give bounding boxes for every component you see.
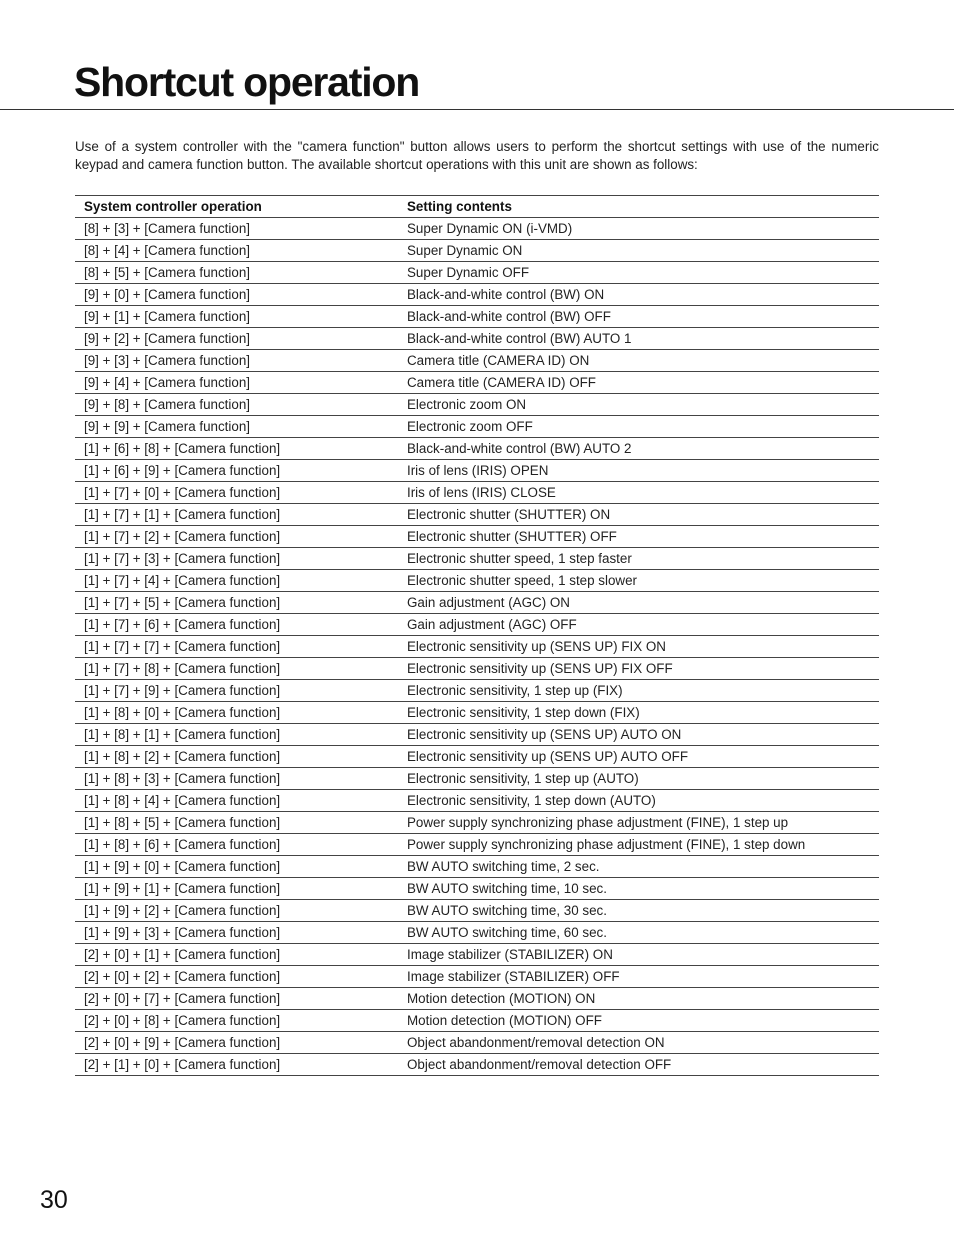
setting-cell: Power supply synchronizing phase adjustment (FINE), 1 step up xyxy=(398,812,879,834)
table-row xyxy=(75,240,879,262)
table-row xyxy=(75,658,879,680)
table-row xyxy=(75,460,879,482)
operation-cell: [8] + [4] + [Camera function] xyxy=(75,240,398,262)
column-header-operation: System controller operation xyxy=(75,196,398,218)
table-row xyxy=(75,1054,879,1076)
table-header-row xyxy=(75,196,879,218)
operation-cell: [2] + [0] + [7] + [Camera function] xyxy=(75,988,398,1010)
setting-cell: Gain adjustment (AGC) OFF xyxy=(398,614,879,636)
table-row xyxy=(75,218,879,240)
setting-cell: BW AUTO switching time, 10 sec. xyxy=(398,878,879,900)
table-row xyxy=(75,702,879,724)
table-row xyxy=(75,988,879,1010)
operation-cell: [1] + [6] + [9] + [Camera function] xyxy=(75,460,398,482)
setting-cell: Gain adjustment (AGC) ON xyxy=(398,592,879,614)
setting-cell: Power supply synchronizing phase adjustment (FINE), 1 step down xyxy=(398,834,879,856)
table-row xyxy=(75,680,879,702)
setting-cell: Electronic sensitivity, 1 step down (FIX) xyxy=(398,702,879,724)
table-row xyxy=(75,372,879,394)
setting-cell: Motion detection (MOTION) OFF xyxy=(398,1010,879,1032)
setting-cell: Electronic sensitivity, 1 step down (AUTO) xyxy=(398,790,879,812)
operation-cell: [8] + [5] + [Camera function] xyxy=(75,262,398,284)
shortcut-table xyxy=(75,195,879,1076)
operation-cell: [2] + [0] + [1] + [Camera function] xyxy=(75,944,398,966)
table-row xyxy=(75,1010,879,1032)
column-header-setting: Setting contents xyxy=(398,196,879,218)
setting-cell: BW AUTO switching time, 30 sec. xyxy=(398,900,879,922)
operation-cell: [9] + [1] + [Camera function] xyxy=(75,306,398,328)
operation-cell: [1] + [6] + [8] + [Camera function] xyxy=(75,438,398,460)
operation-cell: [1] + [9] + [2] + [Camera function] xyxy=(75,900,398,922)
operation-cell: [1] + [9] + [1] + [Camera function] xyxy=(75,878,398,900)
setting-cell: Object abandonment/removal detection ON xyxy=(398,1032,879,1054)
setting-cell: Electronic shutter speed, 1 step faster xyxy=(398,548,879,570)
operation-cell: [1] + [7] + [6] + [Camera function] xyxy=(75,614,398,636)
operation-cell: [1] + [8] + [5] + [Camera function] xyxy=(75,812,398,834)
setting-cell: BW AUTO switching time, 2 sec. xyxy=(398,856,879,878)
setting-cell: Black-and-white control (BW) AUTO 2 xyxy=(398,438,879,460)
setting-cell: Iris of lens (IRIS) OPEN xyxy=(398,460,879,482)
operation-cell: [2] + [1] + [0] + [Camera function] xyxy=(75,1054,398,1076)
setting-cell: Electronic sensitivity up (SENS UP) AUTO ON xyxy=(398,724,879,746)
table-row xyxy=(75,834,879,856)
setting-cell: Super Dynamic OFF xyxy=(398,262,879,284)
title-divider xyxy=(0,109,954,110)
table-row xyxy=(75,438,879,460)
table-row xyxy=(75,548,879,570)
page-title: Shortcut operation xyxy=(74,59,420,105)
operation-cell: [9] + [9] + [Camera function] xyxy=(75,416,398,438)
setting-cell: Image stabilizer (STABILIZER) ON xyxy=(398,944,879,966)
operation-cell: [1] + [7] + [7] + [Camera function] xyxy=(75,636,398,658)
table-row xyxy=(75,328,879,350)
table-row xyxy=(75,416,879,438)
table-row xyxy=(75,526,879,548)
operation-cell: [1] + [7] + [0] + [Camera function] xyxy=(75,482,398,504)
table-row xyxy=(75,900,879,922)
setting-cell: Camera title (CAMERA ID) ON xyxy=(398,350,879,372)
setting-cell: Electronic sensitivity up (SENS UP) FIX ON xyxy=(398,636,879,658)
operation-cell: [8] + [3] + [Camera function] xyxy=(75,218,398,240)
operation-cell: [1] + [7] + [9] + [Camera function] xyxy=(75,680,398,702)
setting-cell: Electronic zoom OFF xyxy=(398,416,879,438)
setting-cell: Black-and-white control (BW) AUTO 1 xyxy=(398,328,879,350)
operation-cell: [1] + [7] + [1] + [Camera function] xyxy=(75,504,398,526)
operation-cell: [9] + [3] + [Camera function] xyxy=(75,350,398,372)
operation-cell: [1] + [8] + [0] + [Camera function] xyxy=(75,702,398,724)
operation-cell: [1] + [9] + [0] + [Camera function] xyxy=(75,856,398,878)
table-row xyxy=(75,614,879,636)
setting-cell: Electronic shutter speed, 1 step slower xyxy=(398,570,879,592)
operation-cell: [1] + [8] + [2] + [Camera function] xyxy=(75,746,398,768)
setting-cell: BW AUTO switching time, 60 sec. xyxy=(398,922,879,944)
operation-cell: [2] + [0] + [9] + [Camera function] xyxy=(75,1032,398,1054)
setting-cell: Motion detection (MOTION) ON xyxy=(398,988,879,1010)
setting-cell: Camera title (CAMERA ID) OFF xyxy=(398,372,879,394)
page-number: 30 xyxy=(40,1186,68,1214)
setting-cell: Super Dynamic ON (i-VMD) xyxy=(398,218,879,240)
setting-cell: Electronic sensitivity, 1 step up (AUTO) xyxy=(398,768,879,790)
setting-cell: Black-and-white control (BW) OFF xyxy=(398,306,879,328)
table-row xyxy=(75,482,879,504)
table-row xyxy=(75,306,879,328)
operation-cell: [1] + [7] + [5] + [Camera function] xyxy=(75,592,398,614)
table-row xyxy=(75,504,879,526)
table-row xyxy=(75,746,879,768)
setting-cell: Super Dynamic ON xyxy=(398,240,879,262)
operation-cell: [1] + [7] + [3] + [Camera function] xyxy=(75,548,398,570)
operation-cell: [9] + [2] + [Camera function] xyxy=(75,328,398,350)
table-row xyxy=(75,350,879,372)
table-body xyxy=(75,218,879,1076)
table-row xyxy=(75,592,879,614)
operation-cell: [1] + [8] + [3] + [Camera function] xyxy=(75,768,398,790)
setting-cell: Electronic sensitivity, 1 step up (FIX) xyxy=(398,680,879,702)
setting-cell: Electronic shutter (SHUTTER) ON xyxy=(398,504,879,526)
operation-cell: [1] + [7] + [4] + [Camera function] xyxy=(75,570,398,592)
table-row xyxy=(75,1032,879,1054)
table-row xyxy=(75,944,879,966)
operation-cell: [1] + [8] + [6] + [Camera function] xyxy=(75,834,398,856)
operation-cell: [1] + [7] + [8] + [Camera function] xyxy=(75,658,398,680)
operation-cell: [9] + [4] + [Camera function] xyxy=(75,372,398,394)
table-row xyxy=(75,768,879,790)
setting-cell: Electronic zoom ON xyxy=(398,394,879,416)
operation-cell: [1] + [9] + [3] + [Camera function] xyxy=(75,922,398,944)
setting-cell: Image stabilizer (STABILIZER) OFF xyxy=(398,966,879,988)
table-row xyxy=(75,812,879,834)
table-row xyxy=(75,636,879,658)
setting-cell: Black-and-white control (BW) ON xyxy=(398,284,879,306)
table-row xyxy=(75,284,879,306)
setting-cell: Object abandonment/removal detection OFF xyxy=(398,1054,879,1076)
operation-cell: [9] + [0] + [Camera function] xyxy=(75,284,398,306)
setting-cell: Electronic sensitivity up (SENS UP) FIX OFF xyxy=(398,658,879,680)
table-row xyxy=(75,570,879,592)
operation-cell: [2] + [0] + [8] + [Camera function] xyxy=(75,1010,398,1032)
table-row xyxy=(75,790,879,812)
table-row xyxy=(75,724,879,746)
setting-cell: Electronic shutter (SHUTTER) OFF xyxy=(398,526,879,548)
operation-cell: [1] + [7] + [2] + [Camera function] xyxy=(75,526,398,548)
operation-cell: [2] + [0] + [2] + [Camera function] xyxy=(75,966,398,988)
table-row xyxy=(75,262,879,284)
intro-paragraph: Use of a system controller with the "camera function" button allows users to perform the shortcut settings with use of the numeric keypad and camera function button. The available shortcut operations with this unit are shown as follows: xyxy=(75,139,879,172)
operation-cell: [9] + [8] + [Camera function] xyxy=(75,394,398,416)
table-row xyxy=(75,394,879,416)
table-row xyxy=(75,922,879,944)
operation-cell: [1] + [8] + [1] + [Camera function] xyxy=(75,724,398,746)
table-row xyxy=(75,966,879,988)
setting-cell: Electronic sensitivity up (SENS UP) AUTO OFF xyxy=(398,746,879,768)
operation-cell: [1] + [8] + [4] + [Camera function] xyxy=(75,790,398,812)
setting-cell: Iris of lens (IRIS) CLOSE xyxy=(398,482,879,504)
table-row xyxy=(75,878,879,900)
table-row xyxy=(75,856,879,878)
